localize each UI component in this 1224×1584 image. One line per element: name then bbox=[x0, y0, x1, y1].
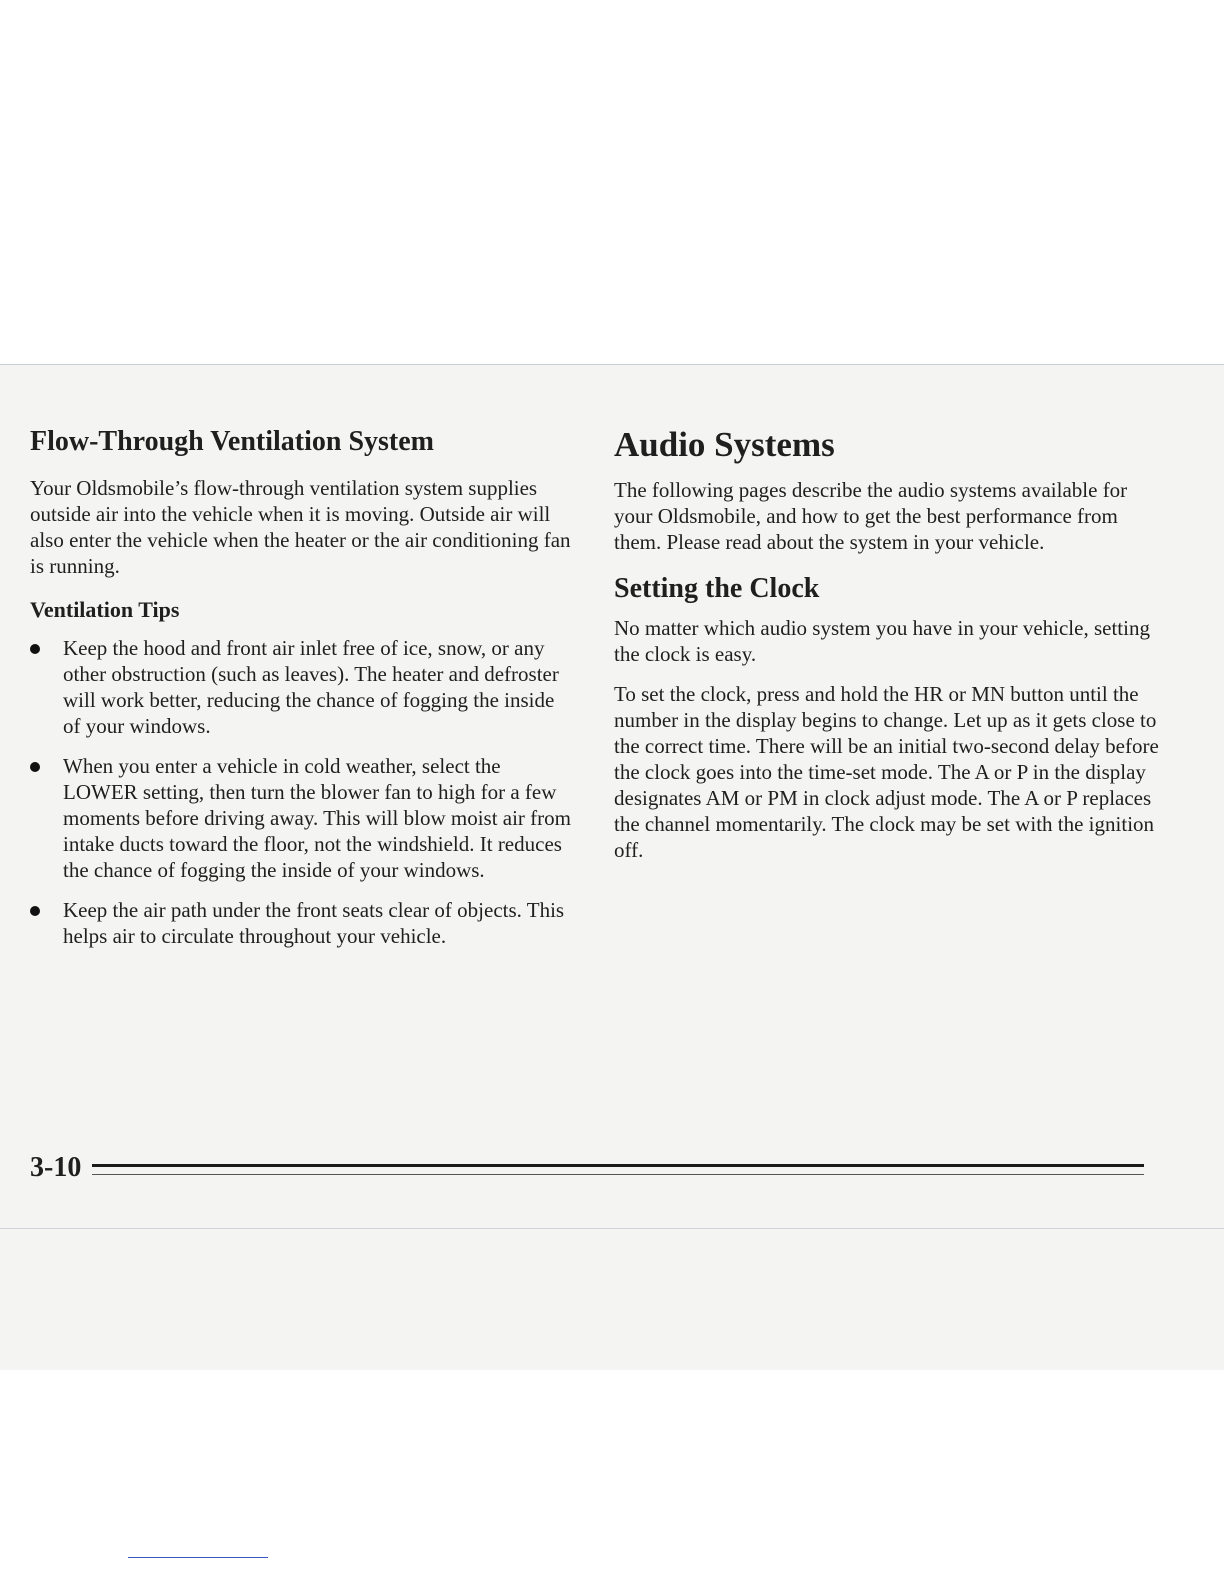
right-column bbox=[614, 425, 1159, 877]
setting-clock-heading: Setting the Clock bbox=[614, 573, 820, 605]
ventilation-tips-heading: Ventilation Tips bbox=[30, 596, 180, 622]
bullet-icon bbox=[30, 762, 40, 772]
bottom-underline bbox=[128, 1557, 268, 1558]
clock-paragraph-1: No matter which audio system you have in your vehicle, setting the clock is easy. bbox=[614, 616, 1150, 667]
list-item bbox=[30, 897, 575, 949]
footer-rule bbox=[92, 1164, 1144, 1167]
clock-paragraph-2: To set the clock, press and hold the HR or MN button until the number in the display begins to change. Let up as it gets close to the correct time. There will be an initial two-second delay before the clock goes into the time-set mode. The A or P in the display designates AM or PM in clock adjust mode. The A or P replaces the channel momentarily. The clock may be set with the ignition off. bbox=[614, 682, 1159, 863]
ventilation-tips-list bbox=[30, 635, 575, 949]
band-top-divider bbox=[0, 364, 1224, 365]
ventilation-intro: Your Oldsmobile’s flow-through ventilation system supplies outside air into the vehicle when it is moving. Outside air will also enter the vehicle when the heater or the air conditioning fan is running. bbox=[30, 475, 571, 578]
ventilation-title: Flow-Through Ventilation System bbox=[30, 426, 434, 457]
page-footer bbox=[30, 1150, 1150, 1190]
bullet-icon bbox=[30, 906, 40, 916]
list-item bbox=[30, 635, 575, 739]
footer-rule-thin bbox=[92, 1174, 1144, 1175]
page-number: 3-10 bbox=[30, 1152, 82, 1183]
list-item bbox=[30, 753, 575, 883]
audio-intro: The following pages describe the audio systems available for your Oldsmobile, and how to get the best performance from them. Please read about the system in your vehicle. bbox=[614, 478, 1128, 555]
tip-text: When you enter a vehicle in cold weather, select the LOWER setting, then turn the blower fan to high for a few moments before driving away. This will blow moist air from intake ducts toward the floor, not the windshield. It reduces the chance of fogging the inside of your windows. bbox=[63, 753, 571, 882]
audio-systems-title: Audio Systems bbox=[614, 425, 835, 464]
bullet-icon bbox=[30, 644, 40, 654]
left-column bbox=[30, 425, 575, 963]
tip-text: Keep the air path under the front seats clear of objects. This helps air to circulate throughout your vehicle. bbox=[63, 897, 565, 948]
tip-text: Keep the hood and front air inlet free of ice, snow, or any other obstruction (such as leaves). The heater and defroster will work better, reducing the chance of fogging the inside of your windows. bbox=[63, 635, 559, 738]
band-bottom-divider bbox=[0, 1228, 1224, 1229]
